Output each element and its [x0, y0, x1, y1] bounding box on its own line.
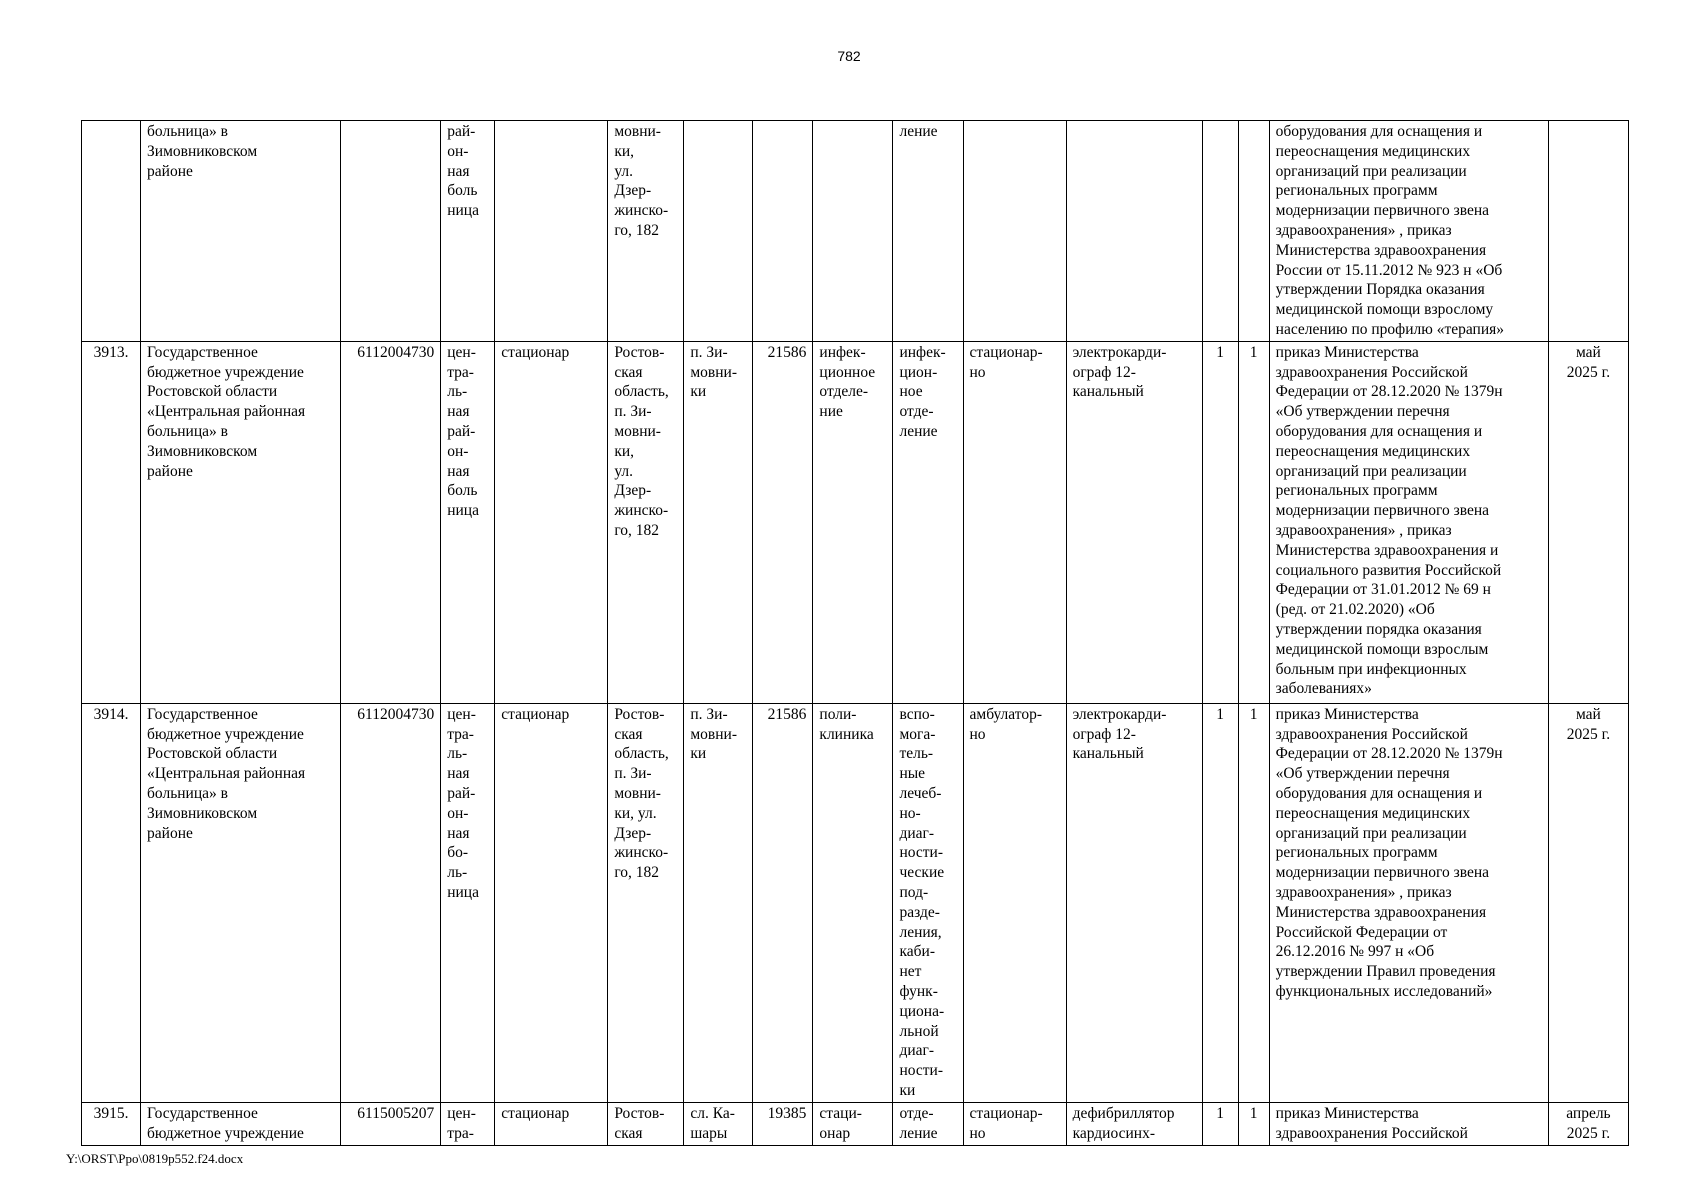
facility-type-cell: рай- он- ная боль ница — [441, 121, 495, 342]
table-row — [82, 1102, 1629, 1145]
unit-cell — [813, 121, 893, 342]
equipment-cell: дефибриллятор кардиосинх- — [1066, 1102, 1202, 1145]
row-number-cell: 3915. — [82, 1102, 141, 1145]
inn-cell: 6112004730 — [341, 341, 441, 703]
facility-type-cell: цен- тра- ль- ная рай- он- ная боль ница — [441, 341, 495, 703]
facility-type-cell: цен- тра- ль- ная рай- он- ная бо- ль- ница — [441, 703, 495, 1102]
legal-basis-cell: приказ Министерства здравоохранения Российской Федерации от 28.12.2020 № 1379н «Об утверждении перечня оборудования для оснащения и переоснащения медицинских организаций при реализации региональных программ модернизации первичного звена здравоохранения» , приказ Министерства здравоохранения Российской Федерации от 26.12.2016 № 997 н «Об утверждении Правил проведения функциональных исследований» — [1269, 703, 1548, 1102]
address-cell: Ростов- ская область, п. Зи- мовни- ки, ул. Дзер- жинско- го, 182 — [608, 341, 684, 703]
address-cell: Ростов- ская — [608, 1102, 684, 1145]
quantity-cell: 1 — [1238, 1102, 1269, 1145]
locality-cell — [684, 121, 753, 342]
inn-cell: 6115005207 — [341, 1102, 441, 1145]
table-row — [82, 121, 1629, 342]
code-cell: 19385 — [753, 1102, 813, 1145]
row-number-cell: 3914. — [82, 703, 141, 1102]
row-number-cell — [82, 121, 141, 342]
quantity-cell: 1 — [1202, 341, 1238, 703]
organization-cell: Государственное бюджетное учреждение Ростовской области «Центральная районная больница» в Зимовниковском районе — [141, 341, 341, 703]
condition-cell: стационар — [495, 1102, 608, 1145]
file-path-footer: Y:\ORST\Ppo\0819p552.f24.docx — [66, 1151, 244, 1166]
legal-basis-cell: приказ Министерства здравоохранения Российской — [1269, 1102, 1548, 1145]
subunit-cell: отде- ление — [893, 1102, 963, 1145]
date-cell: апрель 2025 г. — [1548, 1102, 1628, 1145]
equipment-cell: электрокарди- ограф 12- канальный — [1066, 703, 1202, 1102]
date-cell — [1548, 121, 1628, 342]
equipment-cell — [1066, 121, 1202, 342]
address-cell: мовни- ки, ул. Дзер- жинско- го, 182 — [608, 121, 684, 342]
code-cell: 21586 — [753, 341, 813, 703]
address-cell: Ростов- ская область, п. Зи- мовни- ки, ул. Дзер- жинско- го, 182 — [608, 703, 684, 1102]
code-cell: 21586 — [753, 703, 813, 1102]
equipment-table — [81, 120, 1629, 1146]
quantity-cell: 1 — [1238, 703, 1269, 1102]
legal-basis-cell: оборудования для оснащения и переоснащения медицинских организаций при реализации региональных программ модернизации первичного звена здравоохранения» , приказ Министерства здравоохранения России от 15.11.2012 № 923 н «Об утверждении Порядка оказания медицинской помощи взрослому населению по профилю «терапия» — [1269, 121, 1548, 342]
table-row — [82, 341, 1629, 703]
condition-cell: стационар — [495, 703, 608, 1102]
locality-cell: п. Зи- мовни- ки — [684, 703, 753, 1102]
organization-cell: больница» в Зимовниковском районе — [141, 121, 341, 342]
page-number: 782 — [837, 48, 861, 64]
locality-cell: п. Зи- мовни- ки — [684, 341, 753, 703]
quantity-cell — [1238, 121, 1269, 342]
table-row — [82, 703, 1629, 1102]
care-form-cell: стационар- но — [963, 1102, 1066, 1145]
unit-cell: поли- клиника — [813, 703, 893, 1102]
care-form-cell: стационар- но — [963, 341, 1066, 703]
condition-cell — [495, 121, 608, 342]
equipment-cell: электрокарди- ограф 12- канальный — [1066, 341, 1202, 703]
inn-cell — [341, 121, 441, 342]
unit-cell: стаци- онар — [813, 1102, 893, 1145]
legal-basis-cell: приказ Министерства здравоохранения Российской Федерации от 28.12.2020 № 1379н «Об утверждении перечня оборудования для оснащения и переоснащения медицинских организаций при реализации региональных программ модернизации первичного звена здравоохранения» , приказ Министерства здравоохранения и социального развития Российской Федерации от 31.01.2012 № 69 н (ред. от 21.02.2020) «Об утверждении порядка оказания медицинской помощи взрослым больным при инфекционных заболеваниях» — [1269, 341, 1548, 703]
inn-cell: 6112004730 — [341, 703, 441, 1102]
facility-type-cell: цен- тра- — [441, 1102, 495, 1145]
quantity-cell: 1 — [1202, 703, 1238, 1102]
quantity-cell — [1202, 121, 1238, 342]
row-number-cell: 3913. — [82, 341, 141, 703]
subunit-cell: ление — [893, 121, 963, 342]
date-cell: май 2025 г. — [1548, 703, 1628, 1102]
locality-cell: сл. Ка- шары — [684, 1102, 753, 1145]
quantity-cell: 1 — [1202, 1102, 1238, 1145]
subunit-cell: инфек- цион- ное отде- ление — [893, 341, 963, 703]
subunit-cell: вспо- мога- тель- ные лечеб- но- диаг- ности- ческие под- разде- ления, каби- нет функ- циона- льной диаг- ности- ки — [893, 703, 963, 1102]
unit-cell: инфек- ционное отделе- ние — [813, 341, 893, 703]
condition-cell: стационар — [495, 341, 608, 703]
organization-cell: Государственное бюджетное учреждение Ростовской области «Центральная районная больница» в Зимовниковском районе — [141, 703, 341, 1102]
organization-cell: Государственное бюджетное учреждение — [141, 1102, 341, 1145]
code-cell — [753, 121, 813, 342]
date-cell: май 2025 г. — [1548, 341, 1628, 703]
care-form-cell — [963, 121, 1066, 342]
care-form-cell: амбулатор- но — [963, 703, 1066, 1102]
quantity-cell: 1 — [1238, 341, 1269, 703]
